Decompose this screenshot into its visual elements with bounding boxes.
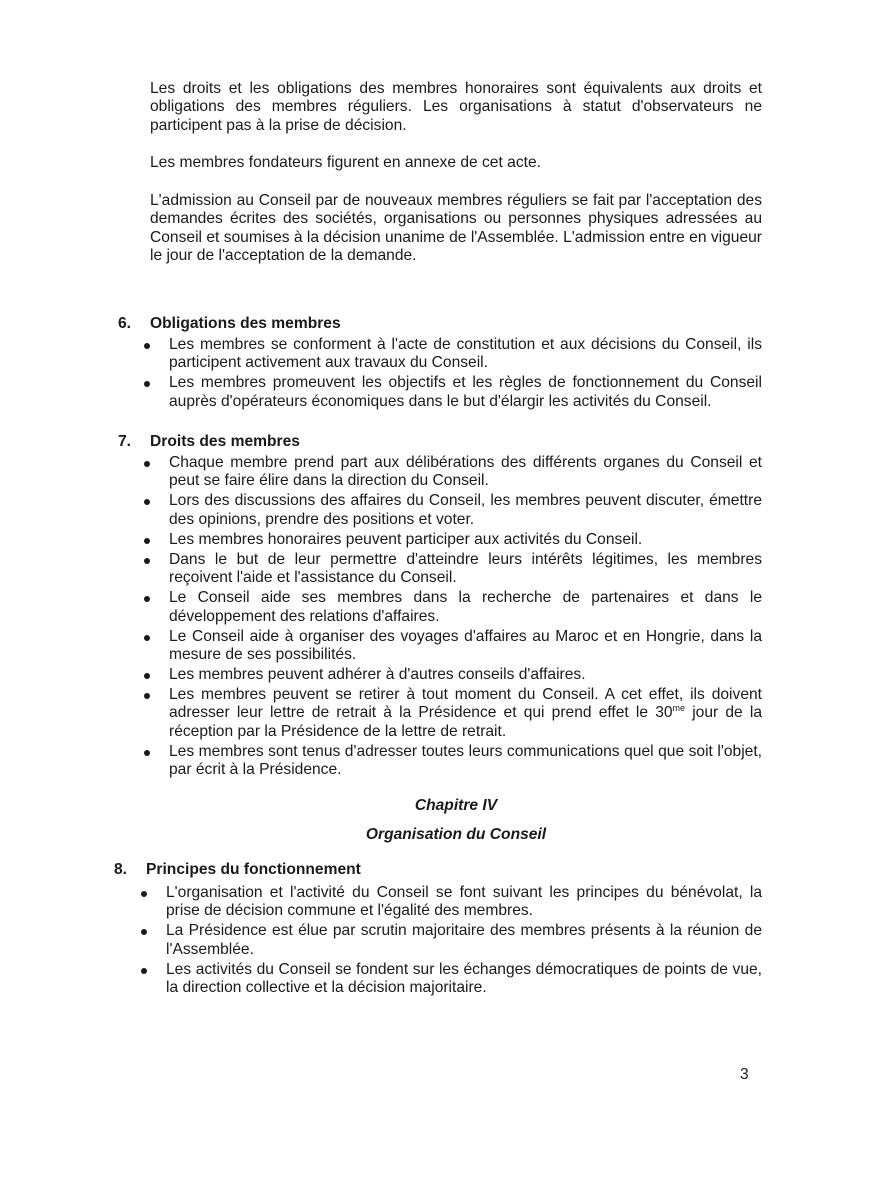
bullet-icon: [144, 538, 150, 544]
bullet-icon: [144, 461, 150, 467]
list-item: La Présidence est élue par scrutin majoritaire des membres présents à la réunion de l'Assemblée.: [137, 922, 762, 959]
bullet-icon: [144, 499, 150, 505]
section-heading-6: [118, 315, 341, 333]
page-number: 3: [740, 1066, 749, 1083]
list-item: Les membres se conforment à l'acte de constitution et aux décisions du Conseil, ils participent activement aux travaux du Conseil.: [140, 336, 762, 373]
bullet-icon: [141, 968, 147, 974]
list-item: Lors des discussions des affaires du Conseil, les membres peuvent discuter, émettre des opinions, prendre des positions et voter.: [140, 492, 762, 529]
chapter-title: Organisation du Conseil: [365, 826, 547, 843]
section-title: Principes du fonctionnement: [146, 861, 361, 878]
section-number: 6.: [118, 315, 132, 332]
bullet-icon: [144, 693, 150, 699]
list-item: Les membres honoraires peuvent participer aux activités du Conseil.: [140, 531, 762, 549]
paragraph-founding-members: Les membres fondateurs figurent en annexe de cet acte.: [150, 154, 541, 171]
bullet-icon: [144, 750, 150, 756]
bullet-list-principles: [137, 884, 762, 999]
bullet-icon: [144, 635, 150, 641]
bullet-icon: [144, 381, 150, 387]
list-item: Les membres peuvent se retirer à tout moment du Conseil. A cet effet, ils doivent adresser leur lettre de retrait à la Présidence et qui prend effet le $30^{me}$ jour de la réception par la Présidence de la lettre de retrait.: [140, 686, 762, 741]
list-item: Les membres promeuvent les objectifs et les règles de fonctionnement du Conseil auprès d'opérateurs économiques dans le but d'élargir les activités du Conseil.: [140, 374, 762, 411]
list-item: Le Conseil aide ses membres dans la recherche de partenaires et dans le développement des relations d'affaires.: [140, 589, 762, 626]
list-item: Dans le but de leur permettre d'atteindre leurs intérêts légitimes, les membres reçoivent l'aide et l'assistance du Conseil.: [140, 551, 762, 588]
list-item: Les membres peuvent adhérer à d'autres conseils d'affaires.: [140, 666, 762, 684]
list-item: Chaque membre prend part aux délibérations des différents organes du Conseil et peut se faire élire dans la direction du Conseil.: [140, 454, 762, 491]
paragraph-admission: L'admission au Conseil par de nouveaux membres réguliers se fait par l'acceptation des demandes écrites des sociétés, organisations ou personnes physiques adressées au Conseil et soumises à la décision unanime de l'Assemblée. L'admission entre en vigueur le jour de l'acceptation de la demande.: [150, 192, 762, 265]
list-item: Le Conseil aide à organiser des voyages d'affaires au Maroc et en Hongrie, dans la mesure de ses possibilités.: [140, 628, 762, 665]
list-item: Les activités du Conseil se fondent sur les échanges démocratiques de points de vue, la direction collective et la décision majoritaire.: [137, 961, 762, 998]
chapter-label: Chapitre IV: [414, 797, 498, 814]
section-heading-8: [114, 861, 361, 879]
section-number: 7.: [118, 433, 132, 450]
bullet-icon: [141, 929, 147, 935]
bullet-icon: [141, 891, 147, 897]
bullet-icon: [144, 343, 150, 349]
bullet-icon: [144, 558, 150, 564]
bullet-list-rights: [140, 454, 762, 781]
section-number: 8.: [114, 861, 128, 878]
section-heading-7: [118, 433, 300, 451]
bullet-icon: [144, 673, 150, 679]
list-item: L'organisation et l'activité du Conseil se font suivant les principes du bénévolat, la prise de décision commune et l'égalité des membres.: [137, 884, 762, 921]
bullet-icon: [144, 596, 150, 602]
paragraph-honorary-members: Les droits et les obligations des membres honoraires sont équivalents aux droits et obligations des membres réguliers. Les organisations à statut d'observateurs ne participent pas à la prise de décision.: [150, 80, 762, 134]
section-title: Droits des membres: [150, 433, 300, 450]
list-item: Les membres sont tenus d'adresser toutes leurs communications quel que soit l'objet, par écrit à la Présidence.: [140, 743, 762, 780]
bullet-list-obligations: [140, 336, 762, 413]
section-title: Obligations des membres: [150, 315, 341, 332]
